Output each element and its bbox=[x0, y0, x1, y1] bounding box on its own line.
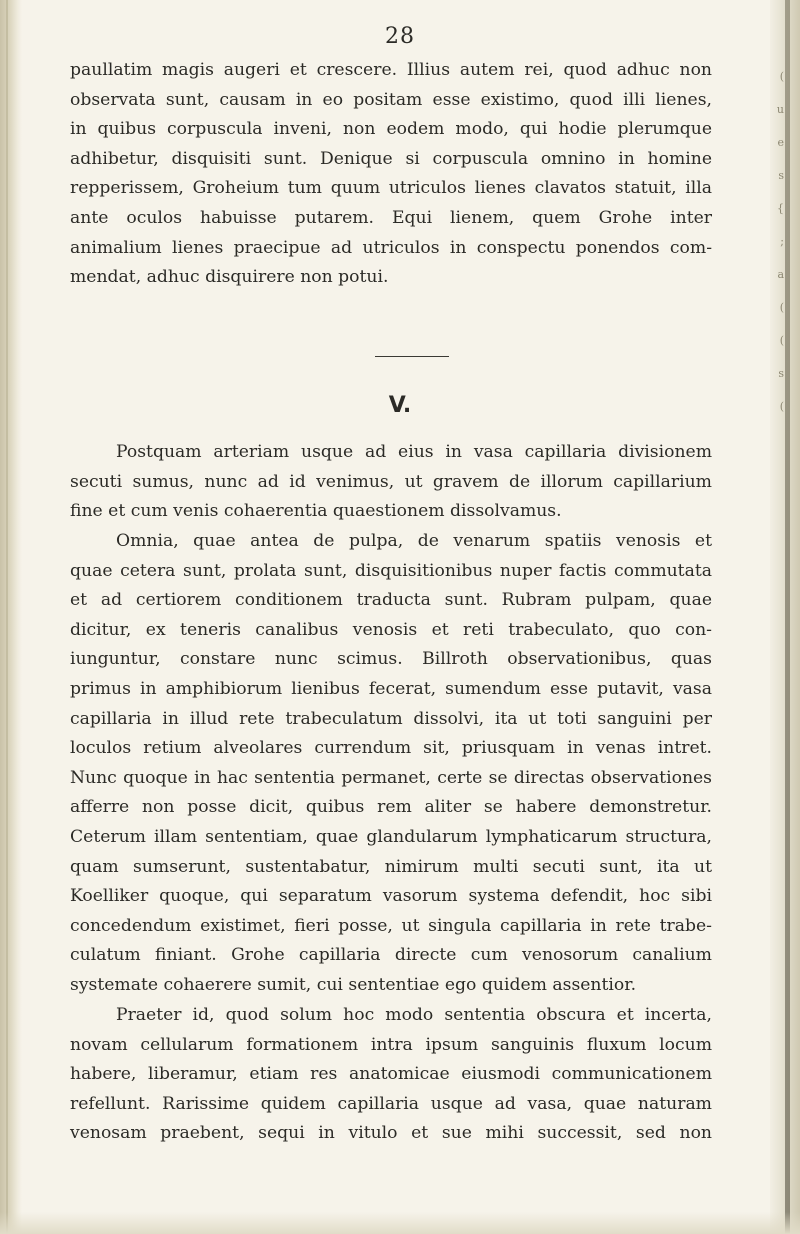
margin-fragment: ; bbox=[780, 235, 784, 248]
text-line: Praeter id, quod solum hoc modo sententia obscura et incerta, bbox=[116, 1005, 712, 1025]
text-line: habere, liberamur, etiam res anatomicae eiusmodi communicationem bbox=[70, 1064, 712, 1085]
text-line: fine et cum venis cohaerentia quaestionem dissolvamus. bbox=[70, 501, 562, 522]
text-line: quae cetera sunt, prolata sunt, disquisitionibus nuper factis commutata bbox=[70, 560, 712, 581]
text-line: iunguntur, constare nunc scimus. Billroth observationibus, quas bbox=[70, 649, 712, 670]
bottom-edge-shadow bbox=[0, 1212, 800, 1234]
text-line: Omnia, quae antea de pulpa, de venarum spatiis venosis et bbox=[116, 531, 712, 551]
margin-fragment: s bbox=[778, 169, 784, 182]
text-line: venosam praebent, sequi in vitulo et sue mihi successit, sed non bbox=[70, 1123, 712, 1144]
text-line: Ceterum illam sententiam, quae glandularum lymphaticarum structura, bbox=[70, 826, 712, 847]
paragraph-omnia bbox=[70, 527, 712, 1001]
text-line: loculos retium alveolares currendum sit, priusquam in venas intret. bbox=[70, 738, 712, 759]
binding-shadow bbox=[0, 0, 22, 1234]
paragraph-postquam bbox=[70, 438, 712, 527]
text-line: mendat, adhuc disquirere non potui. bbox=[70, 267, 389, 288]
margin-fragment: a bbox=[777, 268, 784, 281]
paragraph-praeter bbox=[70, 1001, 712, 1149]
text-line: secuti sumus, nunc ad id venimus, ut gravem de illorum capillarium bbox=[70, 471, 712, 492]
text-line: observata sunt, causam in eo positam esse existimo, quod illi lienes, bbox=[70, 89, 712, 110]
text-line: animalium lienes praecipue ad utriculos in conspectu ponendos com- bbox=[70, 237, 712, 258]
section-heading: V. bbox=[388, 393, 412, 418]
adjacent-page-text-fragments bbox=[774, 60, 784, 423]
margin-fragment: s bbox=[778, 367, 784, 380]
text-line: Postquam arteriam usque ad eius in vasa capillaria divisionem bbox=[116, 442, 712, 462]
text-line: concedendum existimet, fieri posse, ut singula capillaria in rete trabe- bbox=[70, 915, 712, 936]
text-line: dicitur, ex teneris canalibus venosis et reti trabeculato, quo con- bbox=[70, 619, 712, 640]
text-line: capillaria in illud rete trabeculatum dissolvi, ita ut toti sanguini per bbox=[70, 708, 712, 729]
text-line: repperissem, Groheium tum quum utriculos lienes clavatos statuit, illa bbox=[70, 178, 712, 199]
section-divider bbox=[375, 356, 449, 357]
text-line: adhibetur, disquisiti sunt. Denique si corpuscula omnino in homine bbox=[70, 148, 712, 169]
text-line: paullatim magis augeri et crescere. Illius autem rei, quod adhuc non bbox=[70, 60, 712, 80]
text-line: Nunc quoque in hac sententia permanet, certe se directas observationes bbox=[70, 767, 712, 788]
text-line: et ad certiorem conditionem traducta sunt. Rubram pulpam, quae bbox=[70, 590, 712, 611]
text-line: afferre non posse dicit, quibus rem aliter se habere demonstretur. bbox=[70, 797, 712, 818]
text-line: ante oculos habuisse putarem. Equi lienem, quem Grohe inter bbox=[70, 207, 712, 228]
margin-fragment: e bbox=[777, 136, 784, 149]
margin-fragment: ( bbox=[779, 301, 784, 314]
text-line: culatum finiant. Grohe capillaria directe cum venosorum canalium bbox=[70, 945, 712, 966]
text-line: primus in amphibiorum lienibus fecerat, sumendum esse putavit, vasa bbox=[70, 678, 712, 699]
margin-fragment: u bbox=[776, 103, 784, 116]
paragraph-continued bbox=[70, 56, 712, 293]
margin-fragment: { bbox=[777, 202, 784, 215]
text-line: in quibus corpuscula inveni, non eodem modo, qui hodie plerumque bbox=[70, 119, 712, 140]
text-line: systemate cohaerere sumit, cui sententiae ego quidem assentior. bbox=[70, 974, 637, 995]
margin-fragment: ( bbox=[779, 334, 784, 347]
page-number: 28 bbox=[385, 24, 415, 49]
binding-edge-line bbox=[6, 0, 8, 1234]
text-line: Koelliker quoque, qui separatum vasorum systema defendit, hoc sibi bbox=[70, 886, 712, 907]
margin-fragment: ( bbox=[779, 70, 784, 83]
text-line: quam sumserunt, sustentabatur, nimirum multi secuti sunt, ita ut bbox=[70, 856, 712, 877]
adjacent-page-shadow bbox=[785, 0, 790, 1234]
text-line: novam cellularum formationem intra ipsum sanguinis fluxum locum bbox=[70, 1034, 712, 1055]
margin-fragment: ( bbox=[779, 400, 784, 413]
text-line: refellunt. Rarissime quidem capillaria usque ad vasa, quae naturam bbox=[70, 1093, 712, 1114]
